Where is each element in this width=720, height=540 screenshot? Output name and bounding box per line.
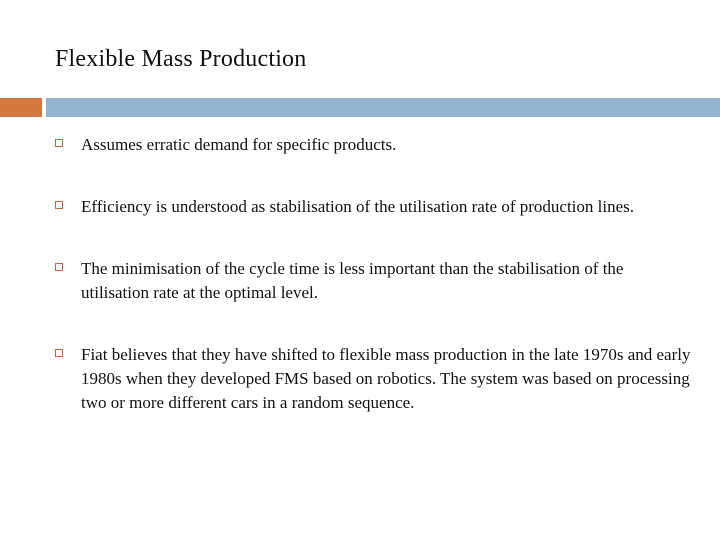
- bullet-text: Fiat believes that they have shifted to flexible mass production in the late 1970s and early 1980s when they developed FMS based on robotics. The system was based on processing two or more different cars in a random sequence.: [81, 345, 691, 412]
- bullet-list: [55, 133, 695, 415]
- bullet-text: Efficiency is understood as stabilisation of the utilisation rate of production lines.: [81, 197, 635, 216]
- slide-title: Flexible Mass Production: [55, 46, 307, 72]
- bullet-item: [55, 133, 695, 157]
- bullet-text: The minimisation of the cycle time is less important than the stabilisation of the utilisation rate at the optimal level.: [81, 259, 624, 302]
- bullet-item: [55, 257, 695, 305]
- square-bullet-icon: [55, 349, 63, 357]
- accent-bar-right: [46, 98, 720, 117]
- bullet-item: [55, 343, 695, 415]
- accent-bar-left: [0, 98, 42, 117]
- square-bullet-icon: [55, 139, 63, 147]
- square-bullet-icon: [55, 263, 63, 271]
- bullet-text: Assumes erratic demand for specific products.: [81, 135, 397, 154]
- square-bullet-icon: [55, 201, 63, 209]
- bullet-item: [55, 195, 695, 219]
